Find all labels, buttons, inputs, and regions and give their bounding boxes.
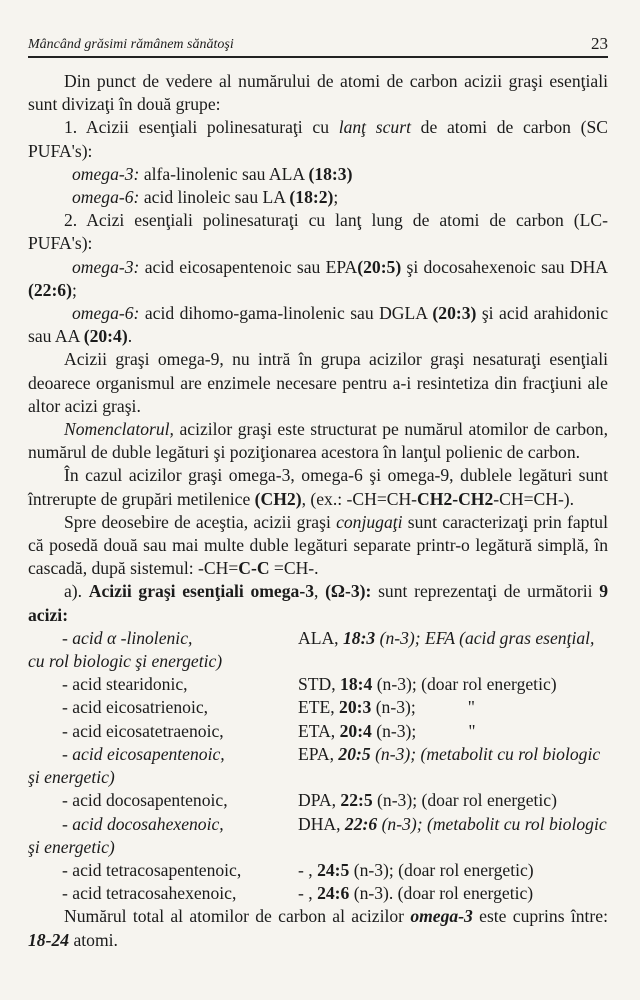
text-span: acid dihomo-gama-linolenic sau DGLA	[139, 303, 433, 324]
acid-note: (n-3); (doar rol energetic)	[372, 674, 557, 695]
acid-note: (n-3); (doar rol energetic)	[372, 790, 557, 811]
text-span: 1. Acizii esenţiali polinesaturaţi cu	[64, 117, 339, 138]
acid-formula: 20:5	[338, 743, 371, 764]
list-item	[28, 882, 608, 905]
acid-note: (n-3);	[371, 720, 417, 741]
acid-name: - acid eicosapentenoic,	[62, 743, 225, 764]
section-a-heading	[28, 580, 608, 626]
acid-abbr: DPA,	[298, 790, 341, 811]
list-item-wrap: şi energetic)	[28, 836, 115, 857]
acid-formula: 20:3	[339, 697, 372, 718]
acid-abbr: ALA,	[298, 627, 343, 648]
group-2-heading: 2. Acizi esenţiali polinesaturaţi cu lanţ lung de atomi de carbon (LC-PUFA's):	[28, 210, 608, 254]
acid-details	[298, 882, 608, 905]
list-item	[28, 696, 608, 719]
paragraph-methylene	[28, 464, 608, 510]
page-header	[28, 30, 608, 58]
formula-ch2-ch2: CH2-CH2	[417, 488, 494, 509]
text-span: şi docosahexenoic sau DHA	[401, 256, 608, 277]
emphasis-omega3: omega-3	[410, 906, 473, 927]
formula-aa: (20:4)	[83, 326, 128, 347]
acid-name: - acid eicosatetraenoic,	[62, 720, 224, 741]
list-item	[28, 743, 608, 766]
acid-note: (n-3); (doar rol energetic)	[349, 859, 534, 880]
acid-note: (n-3). (doar rol energetic)	[349, 883, 534, 904]
text-span: ;	[333, 187, 339, 208]
acid-formula: 24:5	[317, 859, 350, 880]
text-span: de atomi de carbon (SC PUFA's):	[28, 117, 608, 161]
list-item-wrap: şi energetic)	[28, 767, 115, 788]
acid-abbr: - ,	[298, 883, 318, 904]
acid-abbr: - ,	[298, 859, 318, 880]
paragraph-nomenclature	[28, 418, 608, 464]
formula-ch2: (CH2)	[254, 488, 302, 509]
acid-details	[298, 720, 608, 743]
text-span: ;	[71, 279, 77, 300]
paragraph-total	[28, 905, 608, 951]
text-span: şi acid arahidonic sau AA	[28, 303, 609, 347]
emphasis-range: 18-24	[28, 929, 70, 950]
emphasis-nine-acids: 9 acizi:	[28, 581, 609, 625]
acid-formula: 18:3	[342, 627, 376, 648]
list-item	[28, 789, 608, 812]
text-span: =CH-.	[269, 558, 319, 579]
acid-note: (n-3);	[371, 697, 416, 718]
acid-name: - acid α -linolenic,	[62, 627, 193, 648]
acid-details	[298, 859, 608, 882]
text-span: acizilor graşi este structurat pe numărul atomilor de carbon, numărul de duble legături şi poziţionarea acestora în lanţul polienic de carbon.	[28, 419, 608, 463]
list-item	[28, 627, 608, 650]
formula-c-c: C-C	[238, 558, 270, 579]
text-span: sunt reprezentaţi de următorii	[371, 581, 600, 602]
acid-name: - acid eicosatrienoic,	[62, 697, 209, 718]
emphasis-conjugati: conjugaţi	[336, 511, 403, 532]
text-span: Numărul total al atomilor de carbon al acizilor	[64, 906, 411, 927]
text-span: acid eicosapentenoic sau EPA	[139, 256, 358, 277]
text-span: este cuprins între:	[472, 906, 608, 927]
omega6-label: omega-6:	[72, 303, 140, 324]
paragraph-omega9: Acizii graşi omega-9, nu intră în grupa acizilor graşi nesaturaţi esenţiali deoarece organismul are enzimele necesare pentru a-i resintetiza din fracţiuni ale altor acizi graşi.	[28, 349, 608, 416]
list-item	[28, 720, 608, 743]
text-span: , (ex.: -CH=CH-	[301, 488, 418, 509]
acid-name: - acid tetracosapentenoic,	[62, 859, 242, 880]
text-span: alfa-linolenic sau ALA	[139, 163, 309, 184]
acid-name: - acid stearidonic,	[62, 674, 188, 695]
text-span: -CH=CH-).	[493, 488, 575, 509]
acid-note: (n-3); (metabolit cu rol biologic	[377, 813, 607, 834]
acid-formula: 22:6	[344, 813, 378, 834]
emphasis-short-chain: lanţ scurt	[338, 117, 411, 138]
page-number: 23	[591, 34, 608, 53]
lc-omega6-line	[28, 302, 608, 348]
formula-epa: (20:5)	[357, 256, 402, 277]
text-span: ,	[314, 581, 326, 602]
acid-details	[298, 789, 608, 812]
paragraph-conjugated	[28, 511, 608, 581]
text-span: a).	[64, 581, 89, 602]
acid-formula: 24:6	[317, 883, 350, 904]
acid-details	[298, 743, 608, 766]
text-span: atomi.	[69, 929, 118, 950]
formula-dha: (22:6)	[28, 279, 72, 300]
acid-name: - acid docosahexenoic,	[62, 813, 224, 834]
emphasis-nomenclator: Nomenclatorul,	[64, 419, 174, 440]
list-item	[28, 813, 608, 836]
omega6-label: omega-6:	[72, 187, 140, 208]
list-item	[28, 673, 608, 696]
acid-formula: 18:4	[340, 674, 373, 695]
acid-formula: 22:5	[340, 790, 373, 811]
emphasis-omega3-title: Acizii graşi esenţiali omega-3	[88, 581, 314, 602]
sc-omega3-line	[28, 163, 608, 186]
running-title: Mâncând grăsimi rămânem sănătoşi	[28, 37, 234, 52]
list-item	[28, 859, 608, 882]
ditto-mark: "	[468, 720, 476, 741]
acid-details	[298, 627, 608, 650]
acid-note: (n-3); EFA (acid gras esenţial,	[375, 627, 595, 648]
acid-note: (n-3); (metabolit cu rol biologic	[370, 743, 601, 764]
text-span: Spre deosebire de aceştia, acizii graşi	[64, 511, 337, 532]
text-span: În cazul acizilor graşi omega-3, omega-6 şi omega-9, dublele legături sunt întrerupte de grupări metilenice	[28, 465, 608, 509]
sc-omega6-line	[28, 186, 608, 209]
text-span: .	[127, 326, 133, 347]
acid-abbr: ETA,	[298, 720, 340, 741]
formula-dgla: (20:3)	[432, 303, 477, 324]
text-span: acid linoleic sau LA	[139, 187, 290, 208]
acid-abbr: EPA,	[298, 743, 339, 764]
omega-symbol: (Ω-3):	[325, 581, 372, 602]
list-item-wrap: cu rol biologic şi energetic)	[28, 651, 223, 672]
formula-ala: (18:3)	[308, 163, 353, 184]
acid-formula: 20:4	[339, 720, 372, 741]
acid-abbr: DHA,	[298, 813, 345, 834]
acid-details	[298, 673, 608, 696]
acid-name: - acid tetracosahexenoic,	[62, 883, 237, 904]
group-1-heading	[28, 116, 608, 162]
acid-abbr: STD,	[298, 674, 341, 695]
omega3-label: omega-3:	[72, 256, 140, 277]
acid-details	[298, 696, 608, 719]
acid-abbr: ETE,	[298, 697, 340, 718]
ditto-mark: "	[467, 697, 475, 718]
omega3-label: omega-3:	[72, 163, 140, 184]
acid-name: - acid docosapentenoic,	[62, 790, 228, 811]
acid-details	[298, 813, 608, 836]
formula-la: (18:2)	[289, 187, 334, 208]
lc-omega3-line	[28, 256, 608, 302]
text-span: sunt caracterizaţi prin faptul că posedă două sau mai multe duble legături separate printr-o legătură simplă, în cascadă, după sistemul: -CH=	[28, 511, 608, 579]
page-body	[28, 70, 608, 952]
paragraph-intro: Din punct de vedere al numărului de atomi de carbon acizii graşi esenţiali sunt divizaţi în două grupe:	[28, 71, 608, 115]
